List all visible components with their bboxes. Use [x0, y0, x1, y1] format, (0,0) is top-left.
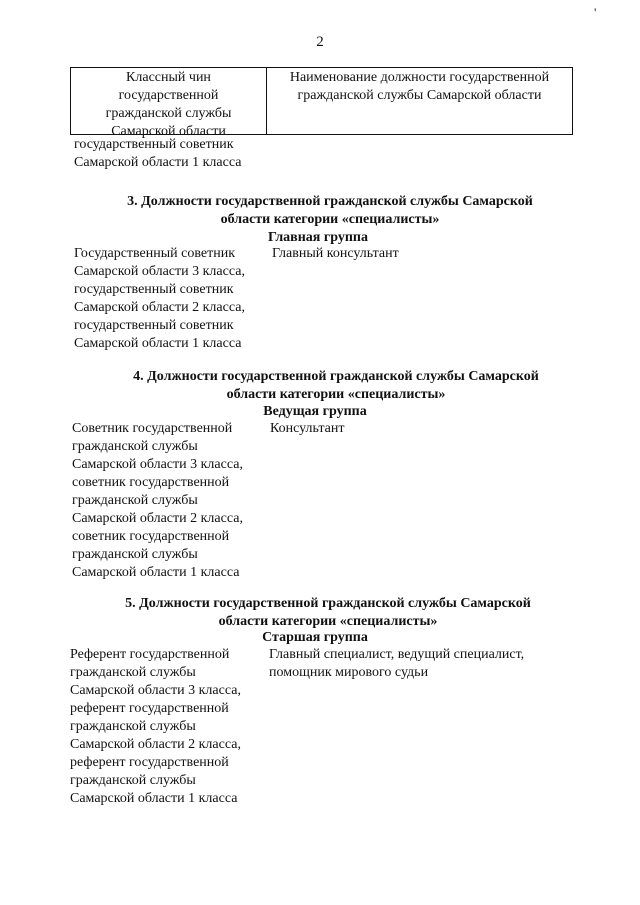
corner-mark: ' [594, 5, 597, 20]
header-table [70, 67, 573, 139]
section-3-positions: Главный консультант [272, 246, 399, 261]
section-4-ranks: Советник государственной гражданской службы Самарской области 3 класса, советник государственной гражданской службы Самарской области 2 класса, советник государственной гражданской службы Самарской области 1 класса [72, 421, 243, 580]
section-3-ranks: Государственный советник Самарской области 3 класса, государственный советник Самарской области 2 класса, государственный советник Самарской области 1 класса [74, 246, 245, 351]
section-3-group: Главная группа [268, 230, 368, 245]
section-5-ranks: Референт государственной гражданской службы Самарской области 3 класса, референт государственной гражданской службы Самарской области 2 класса, референт государственной гражданской службы Самарской области 1 класса [70, 647, 241, 806]
section-3-title: 3. Должности государственной гражданской службы Самарской области категории «специалисты» [127, 194, 533, 227]
section-4-group: Ведущая группа [263, 404, 367, 419]
continuation-rank: государственный советник Самарской области 1 класса [74, 137, 242, 170]
header-column-rank: Классный чин государственной гражданской службы Самарской области [71, 68, 267, 134]
section-5-positions-line-1: Главный специалист, ведущий специалист, [269, 647, 525, 662]
header-column-position: Наименование должности государственной гражданской службы Самарской области [289, 70, 550, 103]
section-4-title: 4. Должности государственной гражданской службы Самарской области категории «специалисты» [133, 369, 539, 402]
section-5-positions-line-2: помощник мирового судьи [269, 665, 429, 680]
section-5-group: Старшая группа [262, 630, 368, 645]
page-number: 2 [316, 34, 324, 50]
section-4-positions: Консультант [270, 421, 345, 436]
section-5-title: 5. Должности государственной гражданской службы Самарской области категории «специалисты» [125, 596, 531, 629]
